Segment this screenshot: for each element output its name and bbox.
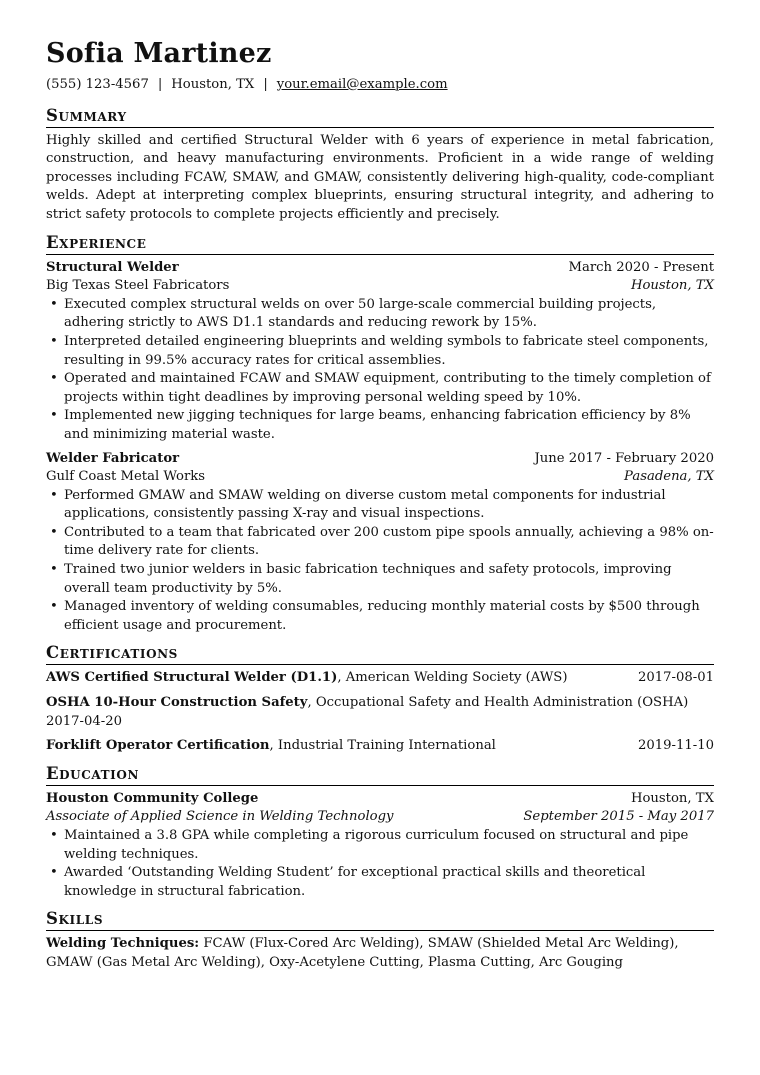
candidate-name: Sofia Martinez: [46, 38, 272, 69]
list-item: • Contributed to a team that fabricated over 200 custom pipe spools annually, achieving a 98% on-time delivery rate for clients.: [46, 524, 714, 561]
cert-date: 2017-08-01: [637, 670, 714, 686]
list-item: • Awarded ‘Outstanding Welding Student’ for exceptional practical skills and theoretical knowledge in structural fabrication.: [46, 864, 714, 901]
job-title-row: [46, 259, 714, 278]
cert-entry: [46, 694, 714, 731]
job-title: Structural Welder: [46, 259, 179, 275]
education-bullets: [46, 827, 714, 901]
job-company: Gulf Coast Metal Works: [46, 469, 206, 485]
job-title-row: [46, 450, 714, 469]
summary-text: Highly skilled and certified Structural Welder with 6 years of experience in metal fabrication, construction, and heavy manufacturing environments. Proficient in a wide range of welding processes including FCAW, SMAW, and GMAW, consistently delivering high-quality, code-compliant welds. Adept at interpreting complex blueprints, ensuring structural integrity, and adhering to strict safety protocols to complete projects efficiently and precisely.: [46, 132, 714, 222]
job-company: Big Texas Steel Fabricators: [46, 278, 230, 294]
certifications-heading: Certifications: [46, 643, 714, 665]
job-company-row: [46, 277, 714, 296]
phone: (555) 123-4567: [46, 77, 149, 92]
degree: Associate of Applied Science in Welding Technology: [46, 809, 394, 825]
job-dates: June 2017 - February 2020: [534, 450, 714, 466]
school-row: [46, 790, 714, 809]
cert-issuer: , Industrial Training International: [269, 738, 496, 754]
location: Houston, TX: [171, 77, 255, 92]
cert-issuer: , Occupational Safety and Health Administration (OSHA): [307, 695, 689, 711]
list-item: • Managed inventory of welding consumables, reducing monthly material costs by $500 through efficient usage and procurement.: [46, 598, 714, 635]
skills-line: [46, 935, 714, 972]
summary-heading: Summary: [46, 106, 714, 128]
job-entry: [46, 450, 714, 636]
degree-row: [46, 808, 714, 827]
list-item: • Performed GMAW and SMAW welding on diverse custom metal components for industrial applications, consistently passing X-ray and visual inspections.: [46, 487, 714, 524]
job-entry: [46, 259, 714, 445]
cert-name-line: [46, 694, 714, 713]
list-item: • Operated and maintained FCAW and SMAW equipment, contributing to the timely completion of projects within tight deadlines by improving personal welding speed by 10%.: [46, 370, 714, 407]
education-dates: September 2015 - May 2017: [523, 809, 714, 825]
contact-line: [46, 76, 714, 95]
cert-name-line: [46, 669, 567, 688]
job-location: Houston, TX: [630, 278, 714, 294]
email-link[interactable]: your.email@example.com: [276, 77, 448, 92]
skills-text: FCAW (Flux-Cored Arc Welding), SMAW (Shielded Metal Arc Welding), GMAW (Gas Metal Arc Welding), Oxy-Acetylene Cutting, Plasma Cutting, Arc Gouging: [46, 936, 679, 970]
cert-entry: [46, 669, 714, 688]
job-dates: March 2020 - Present: [568, 259, 714, 275]
cert-date: 2017-04-20: [46, 713, 123, 729]
job-company-row: [46, 468, 714, 487]
skills-label: Welding Techniques:: [46, 936, 200, 952]
school-location: Houston, TX: [630, 790, 714, 806]
job-bullets: [46, 296, 714, 445]
list-item: • Maintained a 3.8 GPA while completing a rigorous curriculum focused on structural and pipe welding techniques.: [46, 827, 714, 864]
cert-entry: [46, 737, 714, 756]
job-bullets: [46, 487, 714, 636]
experience-heading: Experience: [46, 233, 714, 255]
separator: |: [157, 77, 163, 92]
job-location: Pasadena, TX: [624, 469, 714, 485]
list-item: • Trained two junior welders in basic fabrication techniques and safety protocols, improving overall team productivity by 5%.: [46, 561, 714, 598]
cert-name: OSHA 10-Hour Construction Safety: [46, 695, 308, 711]
list-item: • Interpreted detailed engineering blueprints and welding symbols to fabricate steel components, resulting in 99.5% accuracy rates for critical assemblies.: [46, 333, 714, 370]
separator: |: [263, 77, 268, 92]
list-item: • Executed complex structural welds on over 50 large-scale commercial building projects, adhering strictly to AWS D1.1 standards and reducing rework by 15%.: [46, 296, 714, 333]
cert-date: 2019-11-10: [637, 738, 714, 754]
cert-issuer: , American Welding Society (AWS): [337, 670, 568, 686]
cert-name: Forklift Operator Certification: [46, 738, 270, 754]
cert-name-line: [46, 737, 496, 756]
skills-heading: Skills: [46, 909, 714, 931]
cert-name: AWS Certified Structural Welder (D1.1): [46, 670, 338, 686]
job-title: Welder Fabricator: [46, 450, 180, 466]
education-heading: Education: [46, 764, 714, 786]
list-item: • Implemented new jigging techniques for large beams, enhancing fabrication efficiency by 8% and minimizing material waste.: [46, 407, 714, 444]
school-name: Houston Community College: [46, 790, 259, 806]
